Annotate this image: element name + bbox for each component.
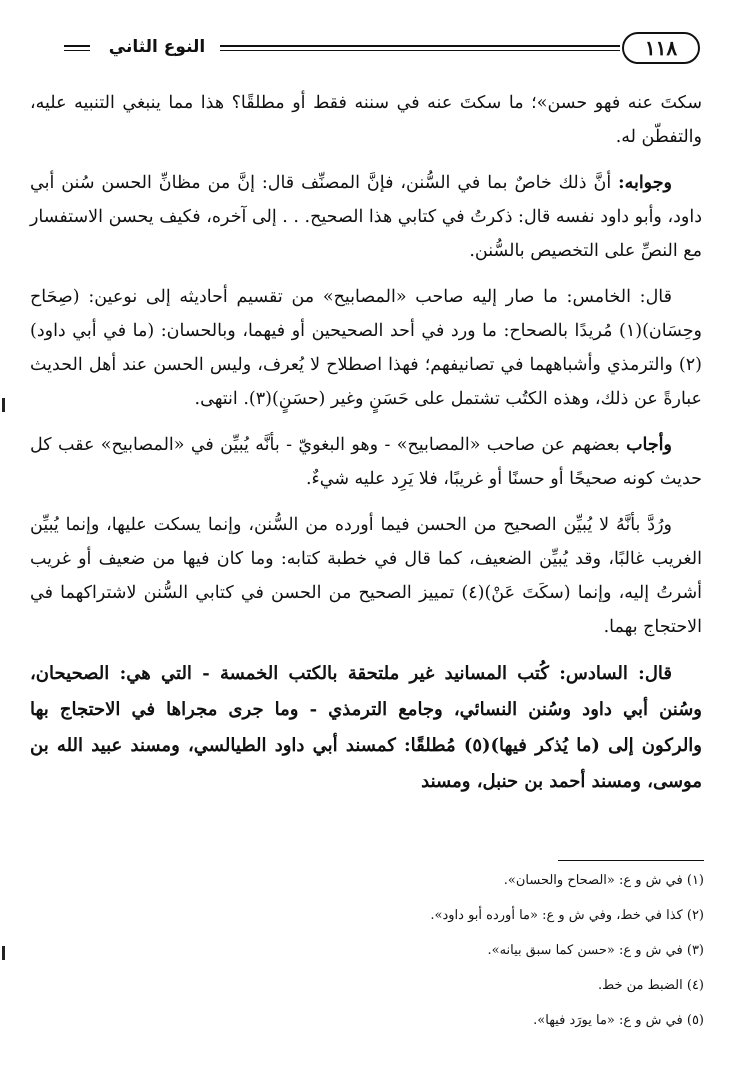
footnote-2: (٢) كذا في خط، وفي ش و ع: «ما أورده أبو داود».: [430, 908, 704, 923]
paragraph-4: [30, 428, 702, 496]
footnote-4: (٤) الضبط من خط.: [597, 978, 704, 993]
paragraph-1: [30, 86, 702, 154]
main-text: [30, 86, 702, 812]
running-header: [60, 28, 700, 68]
page-number: ١١٨: [622, 32, 700, 64]
footnote-3: (٣) في ش و ع: «حسن كما سبق بيانه».: [487, 943, 704, 958]
footnotes: [44, 872, 704, 1047]
paragraph-6: [30, 656, 702, 800]
chapter-title: النوع الثاني: [94, 32, 220, 62]
paragraph-text: بعضهم عن صاحب «المصابيح» - وهو البغويّ - بأنَّه يُبيِّن في «المصابيح» عقب كل حديث كونه صحيحًا أو حسنًا أو غريبًا، فلا يَرِد عليه شيءٌ.: [30, 435, 702, 489]
paragraph-5: [30, 508, 702, 644]
footnote-separator: [558, 860, 704, 861]
paragraph-lead: وجوابه:: [618, 173, 672, 193]
paragraph-text: قال: الخامس: ما صار إليه صاحب «المصابيح» من تقسيم أحاديثه إلى نوعين: (صِحَاح وحِسَان)(١) مُريدًا بالصحاح: ما ورد في أحد الصحيحين أو فيهما، وبالحسان: (ما في أبي داود)(٢) والترمذي وأشباههما في تصانيفهم؛ فهذا اصطلاح لا يُعرف، وليس الحسن عند أهل الحديث عبارةً عن ذلك، وهذه الكتُب تشتمل على حَسَنٍ وغير (حسَنٍ)(٣). انتهى.: [30, 287, 702, 409]
paragraph-lead: وأجاب: [626, 435, 672, 455]
scan-edge-mark: [2, 398, 5, 412]
paragraph-3: [30, 280, 702, 416]
footnote-5: (٥) في ش و ع: «ما يورَد فيها».: [533, 1013, 704, 1028]
scan-edge-mark: [2, 946, 5, 960]
paragraph-text: سكتَ عنه فهو حسن»؛ ما سكتَ عنه في سننه فقط أو مطلقًا؟ هذا مما ينبغي التنبيه عليه، والتفطّن له.: [30, 93, 702, 147]
paragraph-2: [30, 166, 702, 268]
paragraph-text: قال: السادس: كُتب المسانيد غير ملتحقة بالكتب الخمسة - التي هي: الصحيحان، وسُنن أبي داود وسُنن النسائي، وجامع الترمذي - وما جرى مجراها في الاحتجاج بها والركون إلى (ما يُذكر فيها)(٥) مُطلقًا: كمسند أبي داود الطيالسي، ومسند عبيد الله بن موسى، ومسند أحمد بن حنبل، ومسند: [30, 663, 703, 792]
header-short-rule: [64, 45, 90, 51]
footnote-1: (١) في ش و ع: «الصحاح والحسان».: [503, 873, 704, 888]
paragraph-text: ورُدَّ بأنَّهُ لا يُبيِّن الصحيح من الحسن فيما أورده من السُّنن، وإنما يسكت عليها، وإنما يُبيِّن الغريب غالبًا، وقد يُبيِّن الضعيف، كما قال في خطبة كتابه: وما كان فيها من ضعيف أو غريب أشرتُ إليه، وإنما (سكَتَ عَنْ)(٤) تمييز الصحيح من الحسن في كتابي السُّنن لاشتراكهما في الاحتجاج بهما.: [30, 515, 702, 637]
paragraph-text: أنَّ ذلك خاصٌ بما في السُّنن، فإنَّ المصنِّف قال: إنَّ من مظانِّ الحسن سُنن أبي داود، وأبو داود نفسه قال: ذكرتُ في كتابي هذا الصحيح. . . إلى آخره، فكيف يحسن الاستفسار مع النصِّ على التخصيص بالسُّنن.: [29, 173, 702, 261]
